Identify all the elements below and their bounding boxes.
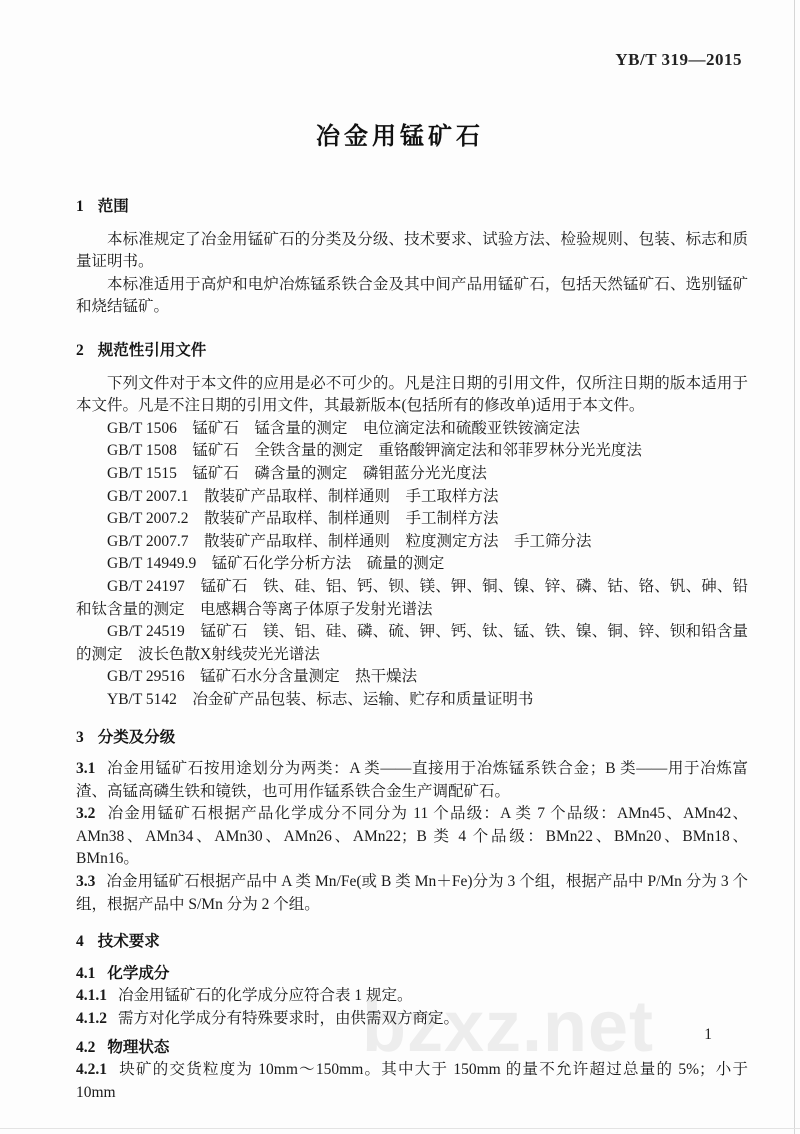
section-heading-technical — [76, 931, 748, 954]
clause-3-3 — [76, 871, 748, 916]
section-number: 4 — [76, 933, 84, 951]
clause-number: 3.3 — [76, 873, 96, 891]
section-title: 规范性引用文件 — [97, 341, 207, 359]
clause-text: 块矿的交货粒度为 10mm～150mm。其中大于 150mm 的量不允许超过总量的 5%；小于 10mm — [76, 1061, 748, 1101]
clause-3-1 — [76, 758, 748, 803]
scan-edge-right — [794, 0, 795, 1134]
clause-number: 4.2.1 — [76, 1061, 107, 1079]
reference-item: YB/T 5142 冶金矿产品包装、标志、运输、贮存和质量证明书 — [107, 690, 534, 708]
clause-3-2 — [76, 803, 748, 871]
standard-code: YB/T 319—2015 — [615, 50, 742, 69]
reference-item: GB/T 2007.2 散装矿产品取样、制样通则 手工制样方法 — [107, 510, 499, 528]
subsection-heading-4-1 — [76, 963, 748, 986]
reference-item: GB/T 24519 锰矿石 镁、铝、硅、磷、硫、钾、钙、钛、锰、铁、镍、铜、锌、钡和铅含量的测定 波长色散X射线荧光光谱法 — [76, 623, 748, 663]
clause-text: 冶金用锰矿石按用途划分为两类：A 类——直接用于冶炼锰系铁合金；B 类——用于冶炼富渣、高锰高磷生铁和镜铁，也可用作锰系铁合金生产调配矿石。 — [76, 760, 748, 800]
section-title: 分类及分级 — [97, 729, 176, 747]
document-body — [76, 190, 748, 1104]
watermark: bzxz.net — [362, 987, 655, 1067]
clause-4-1-1 — [76, 985, 748, 1008]
reference-item: GB/T 1506 锰矿石 锰含量的测定 电位滴定法和硫酸亚铁铵滴定法 — [107, 419, 580, 437]
section-number: 1 — [76, 198, 84, 215]
paragraph: 本标准适用于高炉和电炉冶炼锰系铁合金及其中间产品用锰矿石，包括天然锰矿石、选别锰矿和烧结锰矿。 — [76, 275, 748, 316]
reference-item: GB/T 1508 锰矿石 全铁含量的测定 重铬酸钾滴定法和邻菲罗林分光光度法 — [107, 442, 642, 460]
paragraph: 下列文件对于本文件的应用是必不可少的。凡是注日期的引用文件，仅所注日期的版本适用于本文件。凡是不注日期的引用文件，其最新版本(包括所有的修改单)适用于本文件。 — [76, 374, 748, 415]
clause-number: 4.1.2 — [76, 1010, 107, 1027]
clause-4-2-1 — [76, 1059, 748, 1104]
section-heading-classification — [76, 727, 748, 750]
reference-item: GB/T 2007.7 散装矿产品取样、制样通则 粒度测定方法 手工筛分法 — [107, 532, 592, 550]
reference-item: GB/T 29516 锰矿石水分含量测定 热干燥法 — [107, 668, 418, 686]
section-number: 2 — [76, 341, 84, 359]
reference-item: GB/T 14949.9 锰矿石化学分析方法 硫量的测定 — [107, 555, 445, 573]
clause-text: 冶金用锰矿石根据产品中 A 类 Mn/Fe(或 B 类 Mn＋Fe)分为 3 个组，根据产品中 P/Mn 分为 3 个组，根据产品中 S/Mn 分为 2 个组。 — [76, 873, 748, 913]
clause-text: 冶金用锰矿石的化学成分应符合表 1 规定。 — [118, 987, 413, 1005]
section-number: 3 — [76, 729, 84, 747]
subsection-heading-4-2 — [76, 1037, 748, 1060]
scan-edge-bottom — [0, 1128, 800, 1129]
clause-4-1-2 — [76, 1008, 748, 1031]
reference-item: GB/T 1515 锰矿石 磷含量的测定 磷钼蓝分光光度法 — [107, 464, 487, 482]
clause-text: 需方对化学成分有特殊要求时，由供需双方商定。 — [118, 1010, 460, 1027]
subsection-title: 物理状态 — [107, 1038, 170, 1056]
clause-text: 冶金用锰矿石根据产品化学成分不同分为 11 个品级：A 类 7 个品级：AMn45、AMn42、AMn38、AMn34、AMn30、AMn26、AMn22；B 类 4 个品级：BMn22、BMn20、BMn18、BMn16。 — [76, 805, 748, 868]
page-number: 1 — [704, 1026, 712, 1043]
subsection-number: 4.1 — [76, 964, 96, 982]
section-heading-scope — [76, 196, 748, 219]
paragraph: 本标准规定了冶金用锰矿石的分类及分级、技术要求、试验方法、检验规则、包装、标志和质量证明书。 — [76, 230, 748, 271]
section-title: 范围 — [97, 198, 129, 215]
section-title: 技术要求 — [97, 933, 160, 951]
reference-item: GB/T 2007.1 散装矿产品取样、制样通则 手工取样方法 — [107, 487, 499, 505]
clause-number: 3.1 — [76, 760, 96, 778]
document-title: 冶金用锰矿石 — [316, 124, 484, 150]
reference-item: GB/T 24197 锰矿石 铁、硅、铝、钙、钡、镁、钾、铜、镍、锌、磷、钴、铬、钒、砷、铅和钛含量的测定 电感耦合等离子体原子发射光谱法 — [76, 577, 748, 618]
subsection-title: 化学成分 — [107, 964, 170, 982]
section-heading-normative-refs — [76, 340, 748, 363]
clause-number: 4.1.1 — [76, 987, 107, 1005]
clause-number: 3.2 — [76, 805, 96, 823]
subsection-number: 4.2 — [76, 1038, 96, 1056]
